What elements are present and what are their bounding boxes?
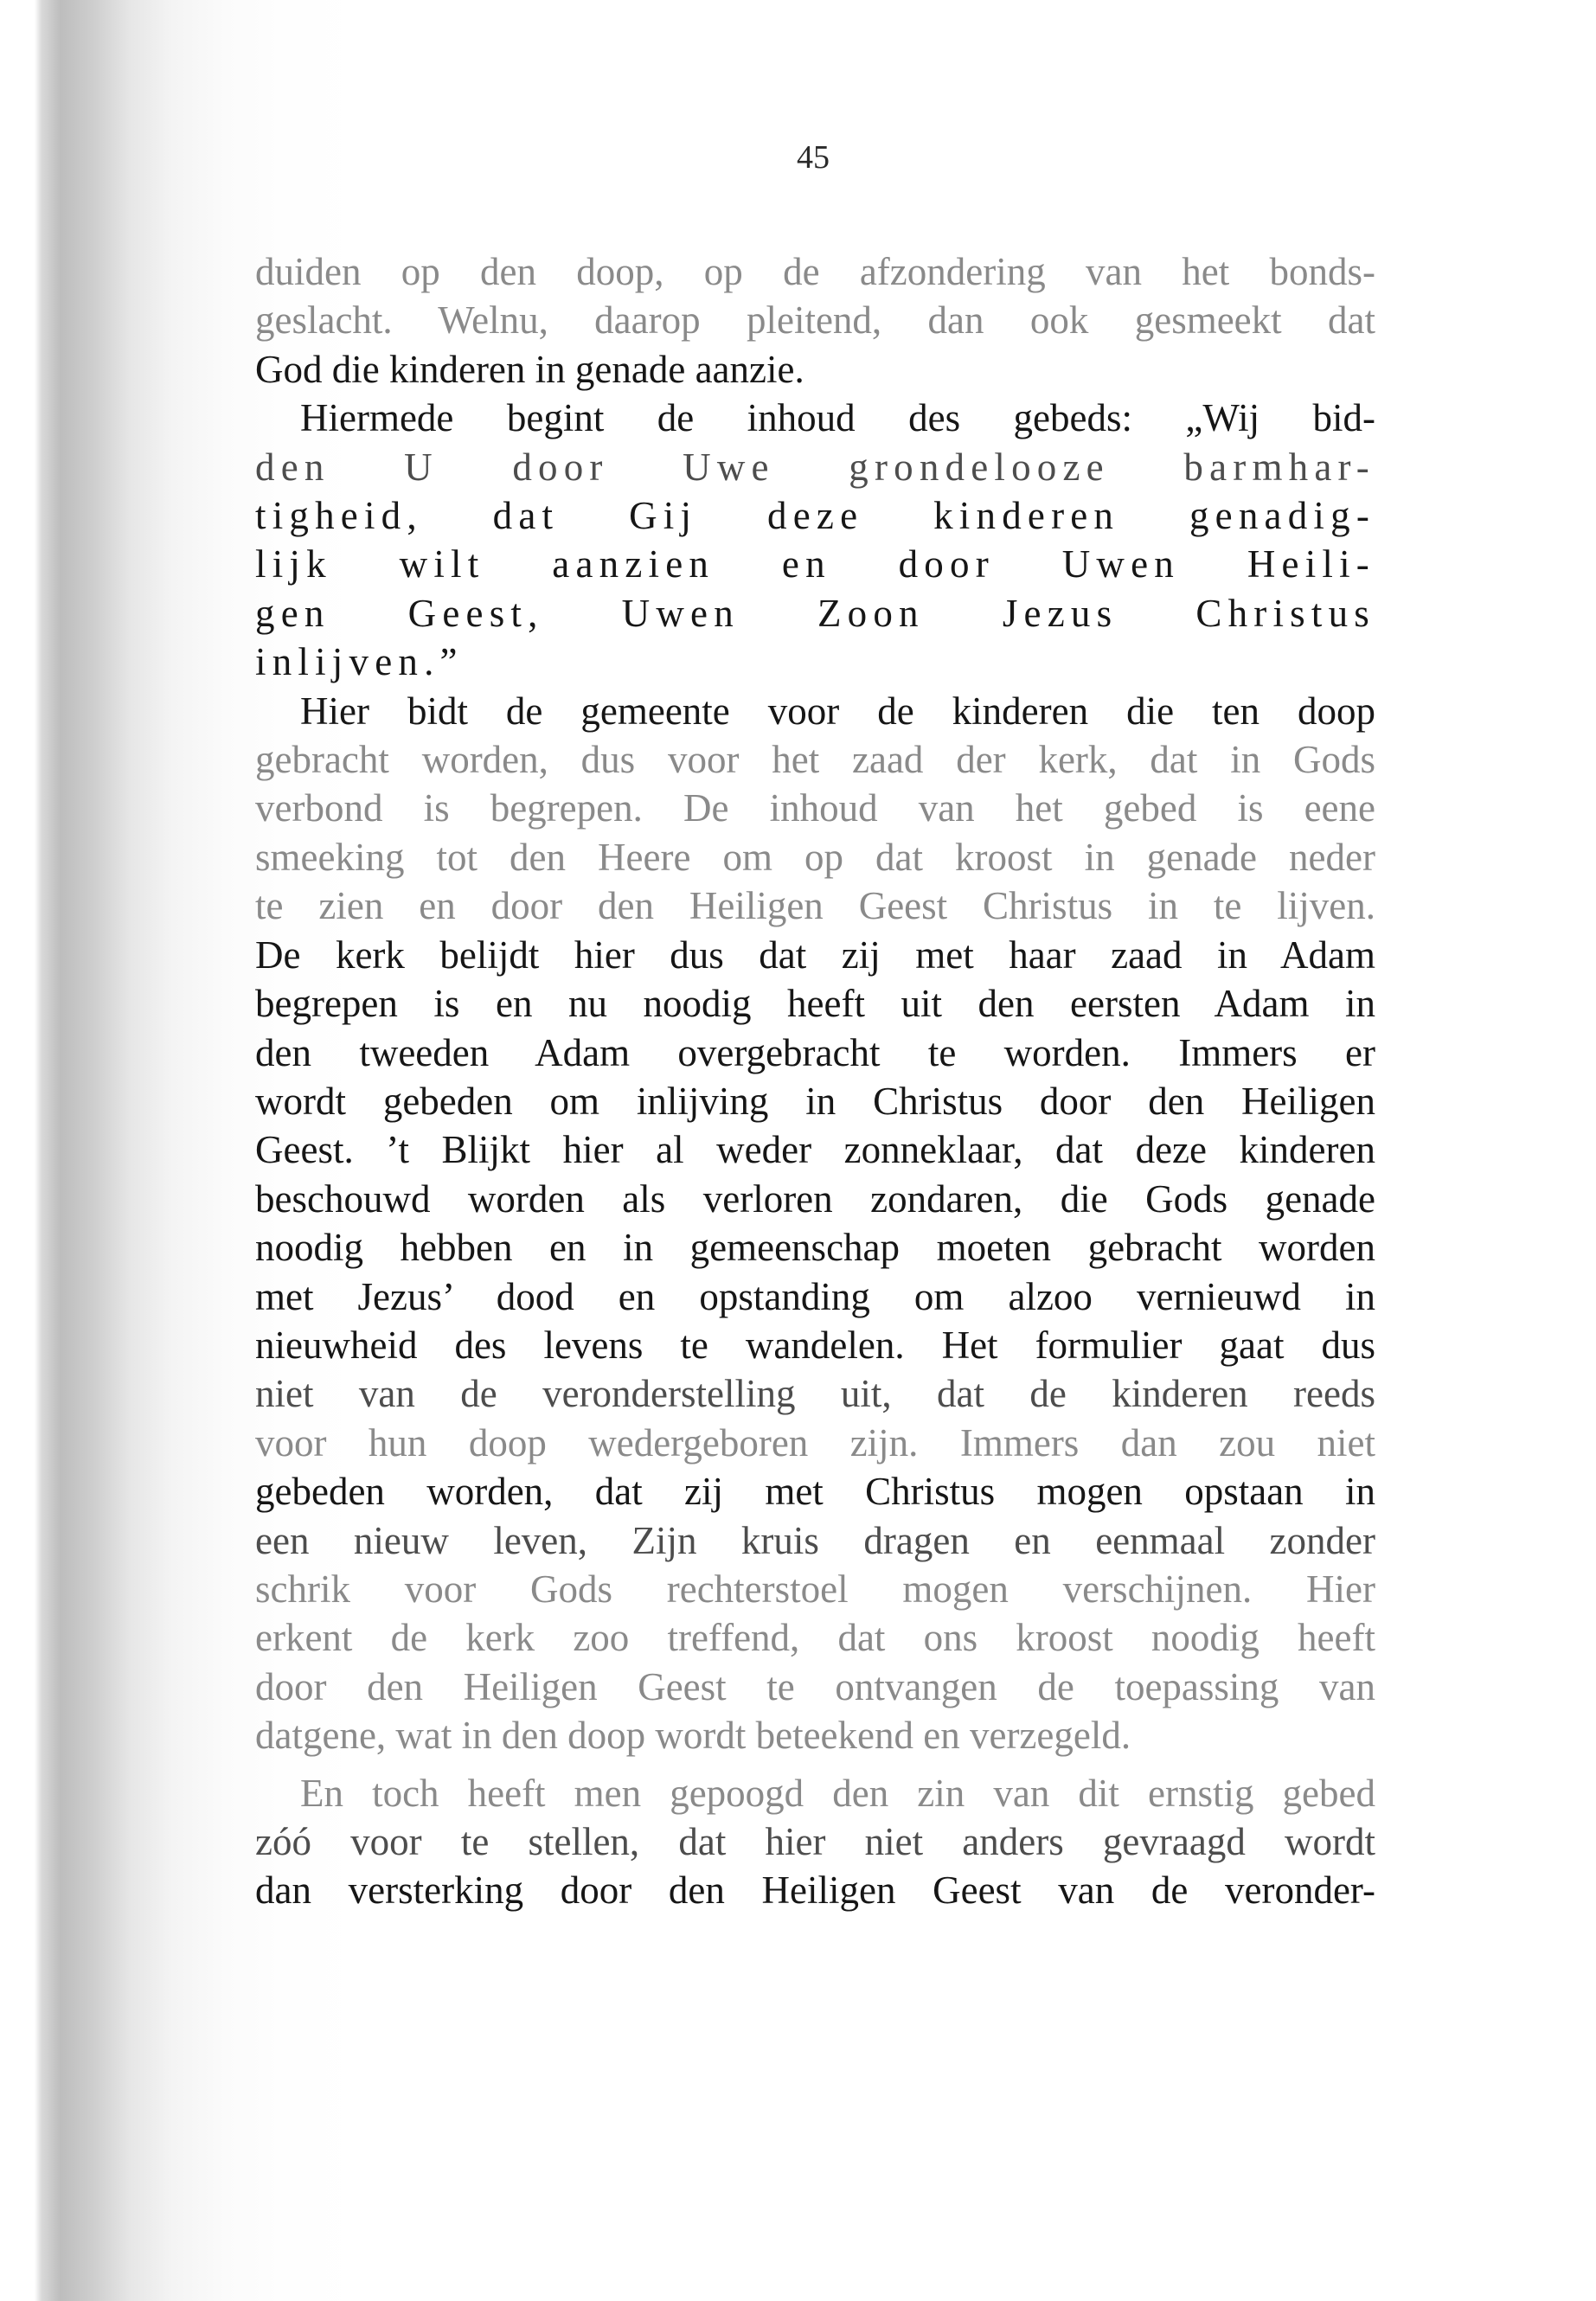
text-line: begrepen is en nu noodig heeft uit den eersten Adam in: [255, 982, 1375, 1026]
text-line: wordt gebeden om inlijving in Christus door den Heiligen: [255, 1079, 1375, 1123]
text-line: inlijven.”: [255, 640, 464, 684]
body-text: [255, 247, 1375, 1915]
text-line: gebeden worden, dat zij met Christus mogen opstaan in: [255, 1470, 1375, 1514]
text-line: nieuwheid des levens te wandelen. Het formulier gaat dus: [255, 1323, 1375, 1367]
text-line: een nieuw leven, Zijn kruis dragen en eenmaal zonder: [255, 1518, 1375, 1562]
text-line: door den Heiligen Geest te ontvangen de toepassing van: [255, 1664, 1375, 1708]
text-line: En toch heeft men gepoogd den zin van dit ernstig gebed: [300, 1771, 1375, 1815]
text-line: tigheid, dat Gij deze kinderen genadig-: [255, 494, 1375, 538]
text-line: De kerk belijdt hier dus dat zij met haar zaad in Adam: [255, 933, 1375, 977]
text-line: smeeking tot den Heere om op dat kroost in genade neder: [255, 835, 1375, 879]
text-line: gebracht worden, dus voor het zaad der kerk, dat in Gods: [255, 738, 1375, 782]
text-line: Hier bidt de gemeente voor de kinderen die ten doop: [300, 689, 1375, 733]
text-line: noodig hebben en in gemeenschap moeten gebracht worden: [255, 1226, 1375, 1270]
text-line: niet van de veronderstelling uit, dat de kinderen reeds: [255, 1372, 1375, 1416]
text-line: voor hun doop wedergeboren zijn. Immers dan zou niet: [255, 1420, 1375, 1465]
page-number: 45: [797, 139, 830, 176]
text-line: met Jezus’ dood en opstanding om alzoo vernieuwd in: [255, 1274, 1375, 1318]
text-line: lijk wilt aanzien en door Uwen Heili-: [255, 542, 1375, 586]
text-line: dan versterking door den Heiligen Geest van de veronder-: [255, 1868, 1375, 1913]
text-line: geslacht. Welnu, daarop pleitend, dan ook gesmeekt dat: [255, 298, 1375, 343]
text-line: beschouwd worden als verloren zondaren, die Gods genade: [255, 1176, 1375, 1221]
text-line: den tweeden Adam overgebracht te worden. Immers er: [255, 1030, 1375, 1074]
text-line: Geest. ’t Blijkt hier al weder zonneklaar, dat deze kinderen: [255, 1128, 1375, 1172]
text-line: te zien en door den Heiligen Geest Christus in te lijven.: [255, 884, 1375, 928]
text-line: den U door Uwe grondelooze barmhar-: [255, 445, 1375, 489]
text-line: duiden op den doop, op de afzondering van het bonds-: [255, 250, 1375, 293]
text-line: schrik voor Gods rechterstoel mogen verschijnen. Hier: [255, 1567, 1375, 1611]
text-line: datgene, wat in den doop wordt beteekend en verzegeld.: [255, 1714, 1131, 1758]
text-line: God die kinderen in genade aanzie.: [255, 347, 804, 391]
text-line: gen Geest, Uwen Zoon Jezus Christus: [255, 591, 1375, 635]
text-line: verbond is begrepen. De inhoud van het gebed is eene: [255, 786, 1375, 830]
text-line: Hiermede begint de inhoud des gebeds: „Wij bid-: [300, 396, 1375, 440]
text-line: erkent de kerk zoo treffend, dat ons kroost noodig heeft: [255, 1616, 1375, 1660]
text-line: zóó voor te stellen, dat hier niet anders gevraagd wordt: [255, 1820, 1375, 1863]
